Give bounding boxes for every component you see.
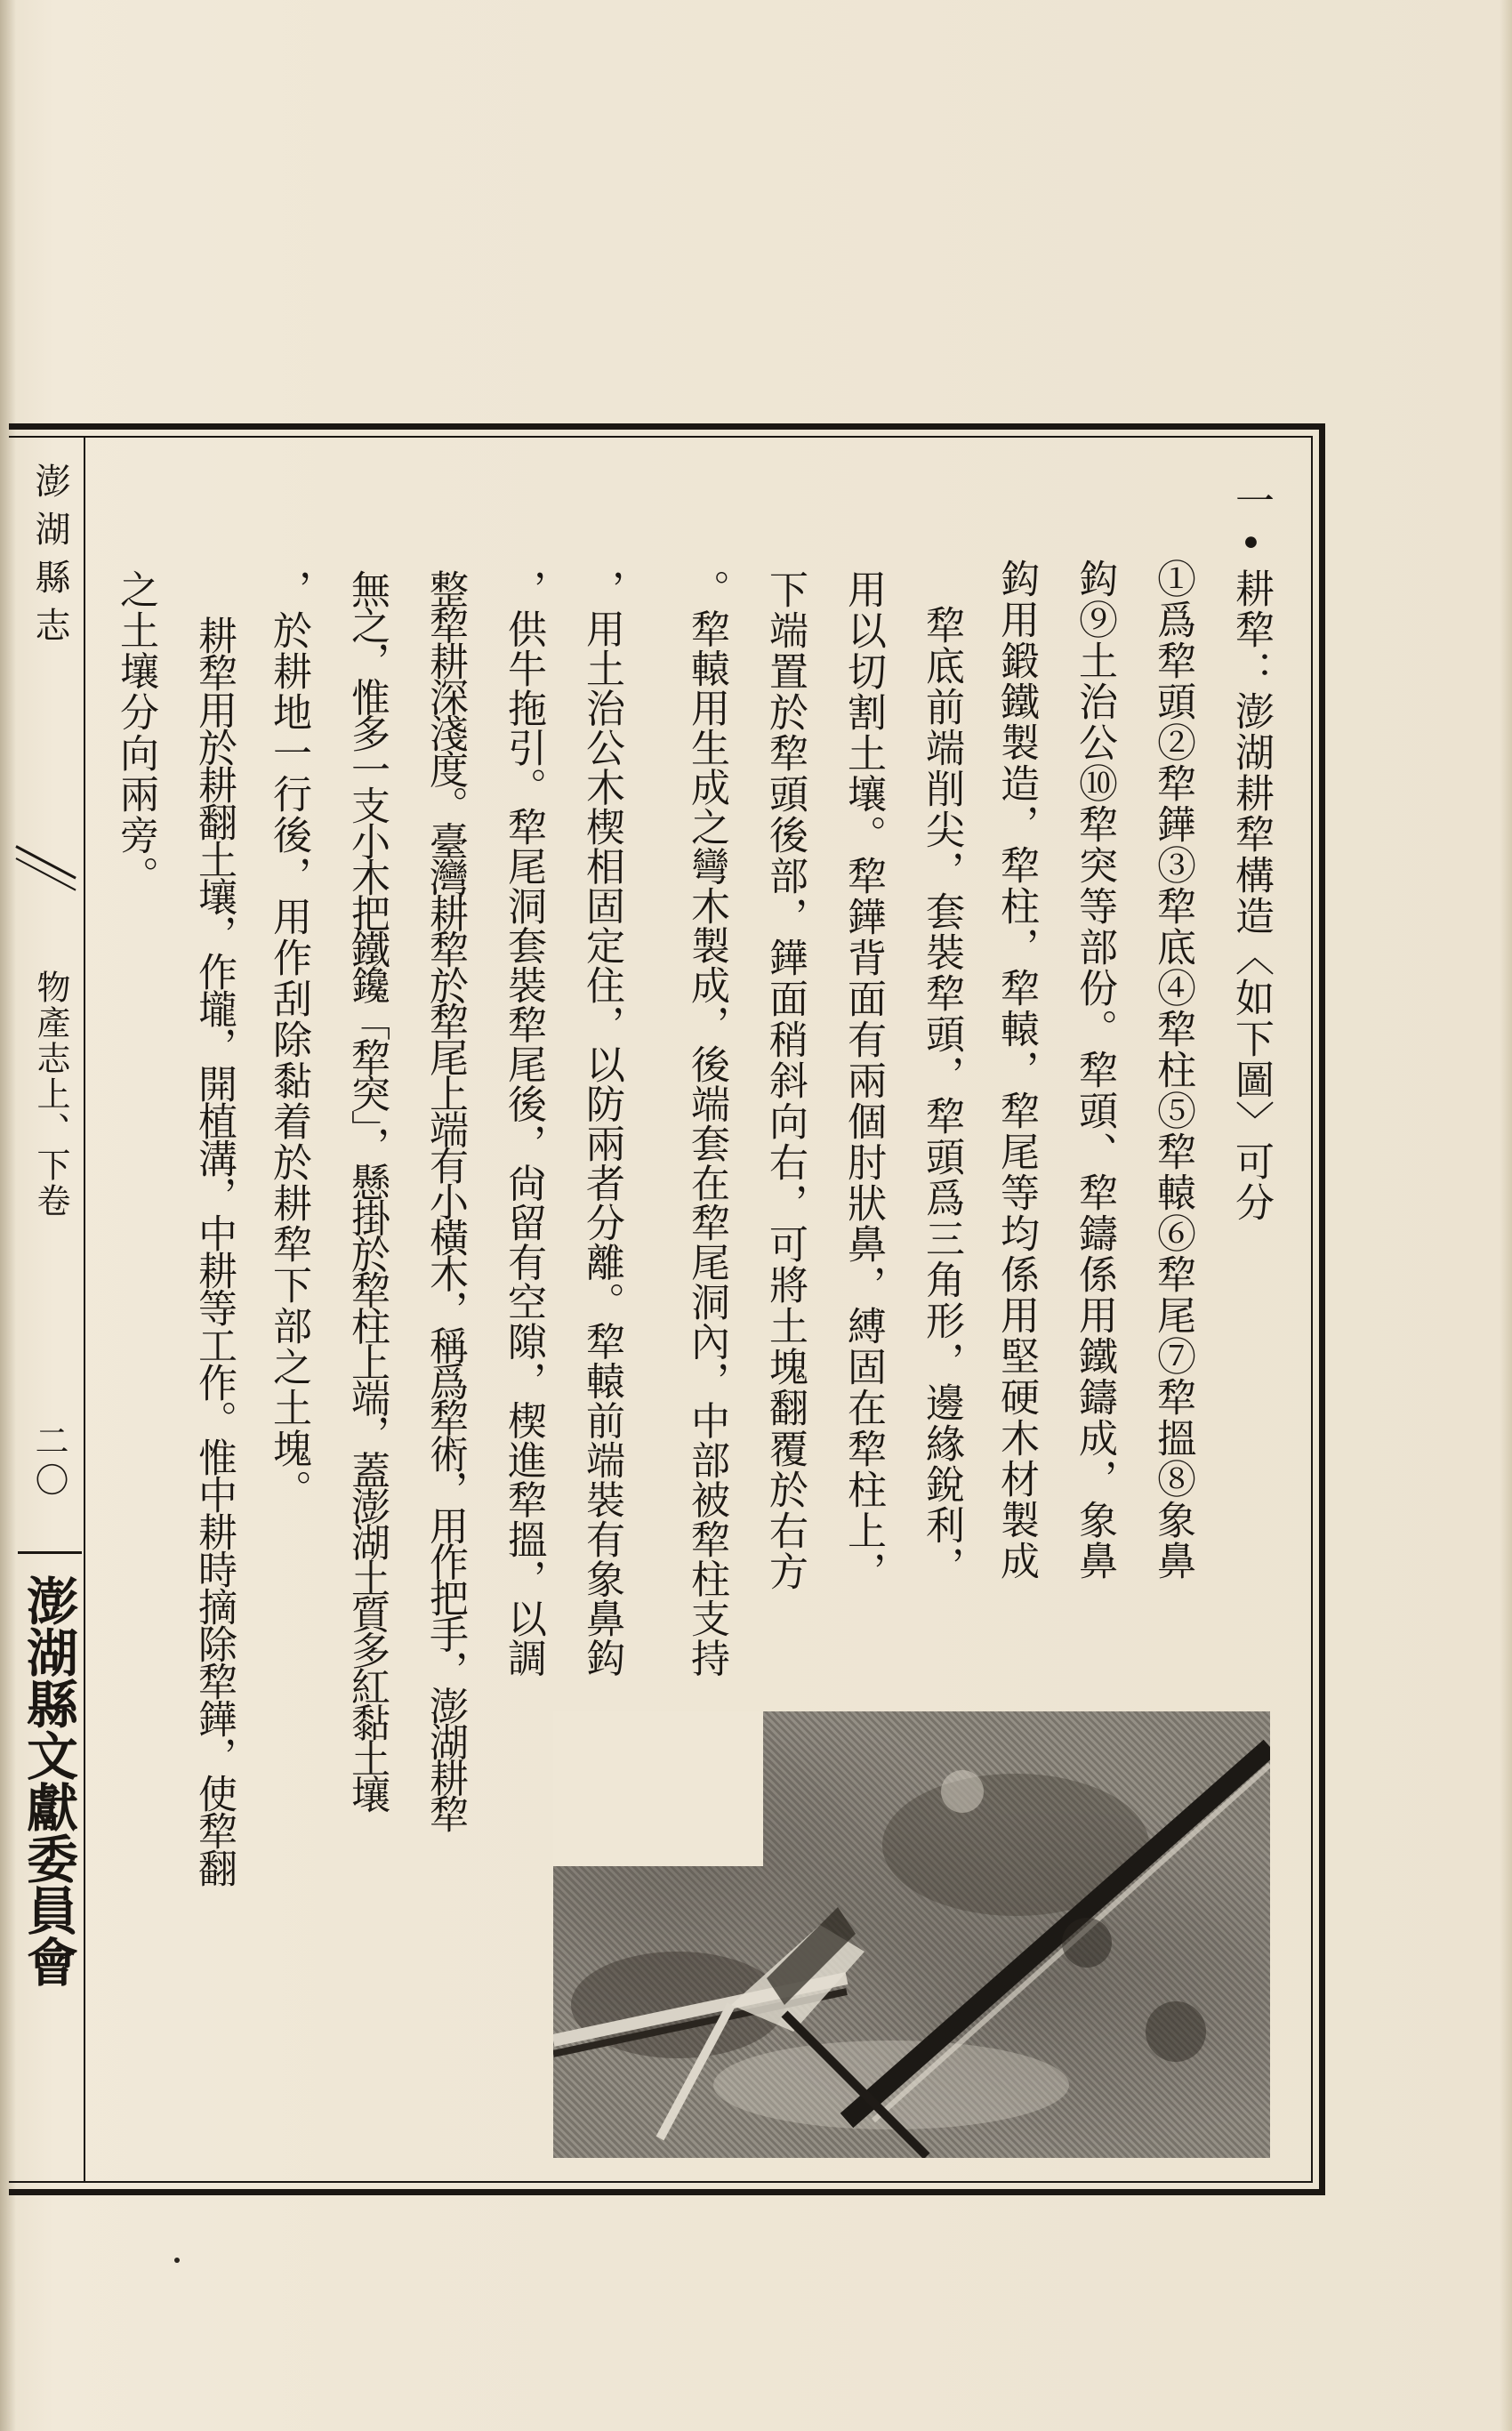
text-column-5: 犂底前端削尖，套裝犂頭，犂頭爲三角形，邊緣銳利， bbox=[919, 605, 964, 1587]
page-edge-shadow bbox=[1500, 0, 1512, 2431]
spine-section: 物產志上、下卷 bbox=[31, 970, 70, 1219]
text-column-14: 耕犂用於耕翻土壤，作壠，開植溝，中耕等工作。惟中耕時摘除犂鏵，使犂翻 bbox=[191, 616, 237, 1886]
text-column-8: 。犂轅用生成之彎木製成，後端套在犂尾洞內，中部被犂柱支持 bbox=[684, 569, 729, 1678]
spine-publisher: 澎湖縣文獻委員會 bbox=[18, 1574, 78, 1987]
spine-page-number: 二〇 bbox=[29, 1423, 68, 1501]
text-column-1: 一•耕犂：澎湖耕犂構造〈如下圖〉可分 bbox=[1228, 480, 1274, 1223]
spine-title: 澎湖縣志 bbox=[29, 463, 70, 655]
text-column-9: ，用土治公木楔相固定住，以防兩者分離。犂轅前端裝有象鼻鈎 bbox=[579, 569, 624, 1678]
photo-notch bbox=[553, 1711, 763, 1866]
text-column-13: ，於耕地一行後，用作刮除黏着於耕犂下部之土塊。 bbox=[266, 569, 311, 1510]
spine-rule bbox=[18, 1551, 82, 1554]
text-column-6: 用以切割土壤。犂鏵背面有兩個肘狀鼻，縛固在犂柱上， bbox=[840, 569, 886, 1592]
text-column-4: 鈎用鍛鐵製造，犂柱，犂轅，犂尾等均係用堅硬木材製成 bbox=[993, 559, 1039, 1582]
text-column-7: 下端置於犂頭後部，鏵面稍斜向右，可將土塊翻覆於右方 bbox=[762, 569, 808, 1592]
text-column-15: 之土壤分向兩旁。 bbox=[113, 569, 158, 897]
text-column-12: 無之，惟多一支小木把鐵鑱「犂突」，懸掛於犂柱上端，蓋澎湖土質多紅黏土壤 bbox=[344, 569, 390, 1811]
spine-divider bbox=[84, 438, 85, 2183]
text-column-3: 鈎⑨土治公⑩犂突等部份。犂頭、犂鑄係用鐵鑄成，象鼻 bbox=[1072, 559, 1117, 1582]
paper-speck bbox=[174, 2258, 180, 2263]
text-column-11: 整犂耕深淺度。臺灣耕犂於犂尾上端有小橫木，稱爲犂術，用作把手，澎湖耕犂 bbox=[422, 569, 468, 1831]
text-column-2: ①爲犂頭②犂鏵③犂底④犂柱⑤犂轅⑥犂尾⑦犂搵⑧象鼻 bbox=[1150, 559, 1195, 1582]
text-column-10: ，供牛拖引。犂尾洞套裝犂尾後，尙留有空隙，楔進犂搵，以調 bbox=[501, 569, 546, 1678]
